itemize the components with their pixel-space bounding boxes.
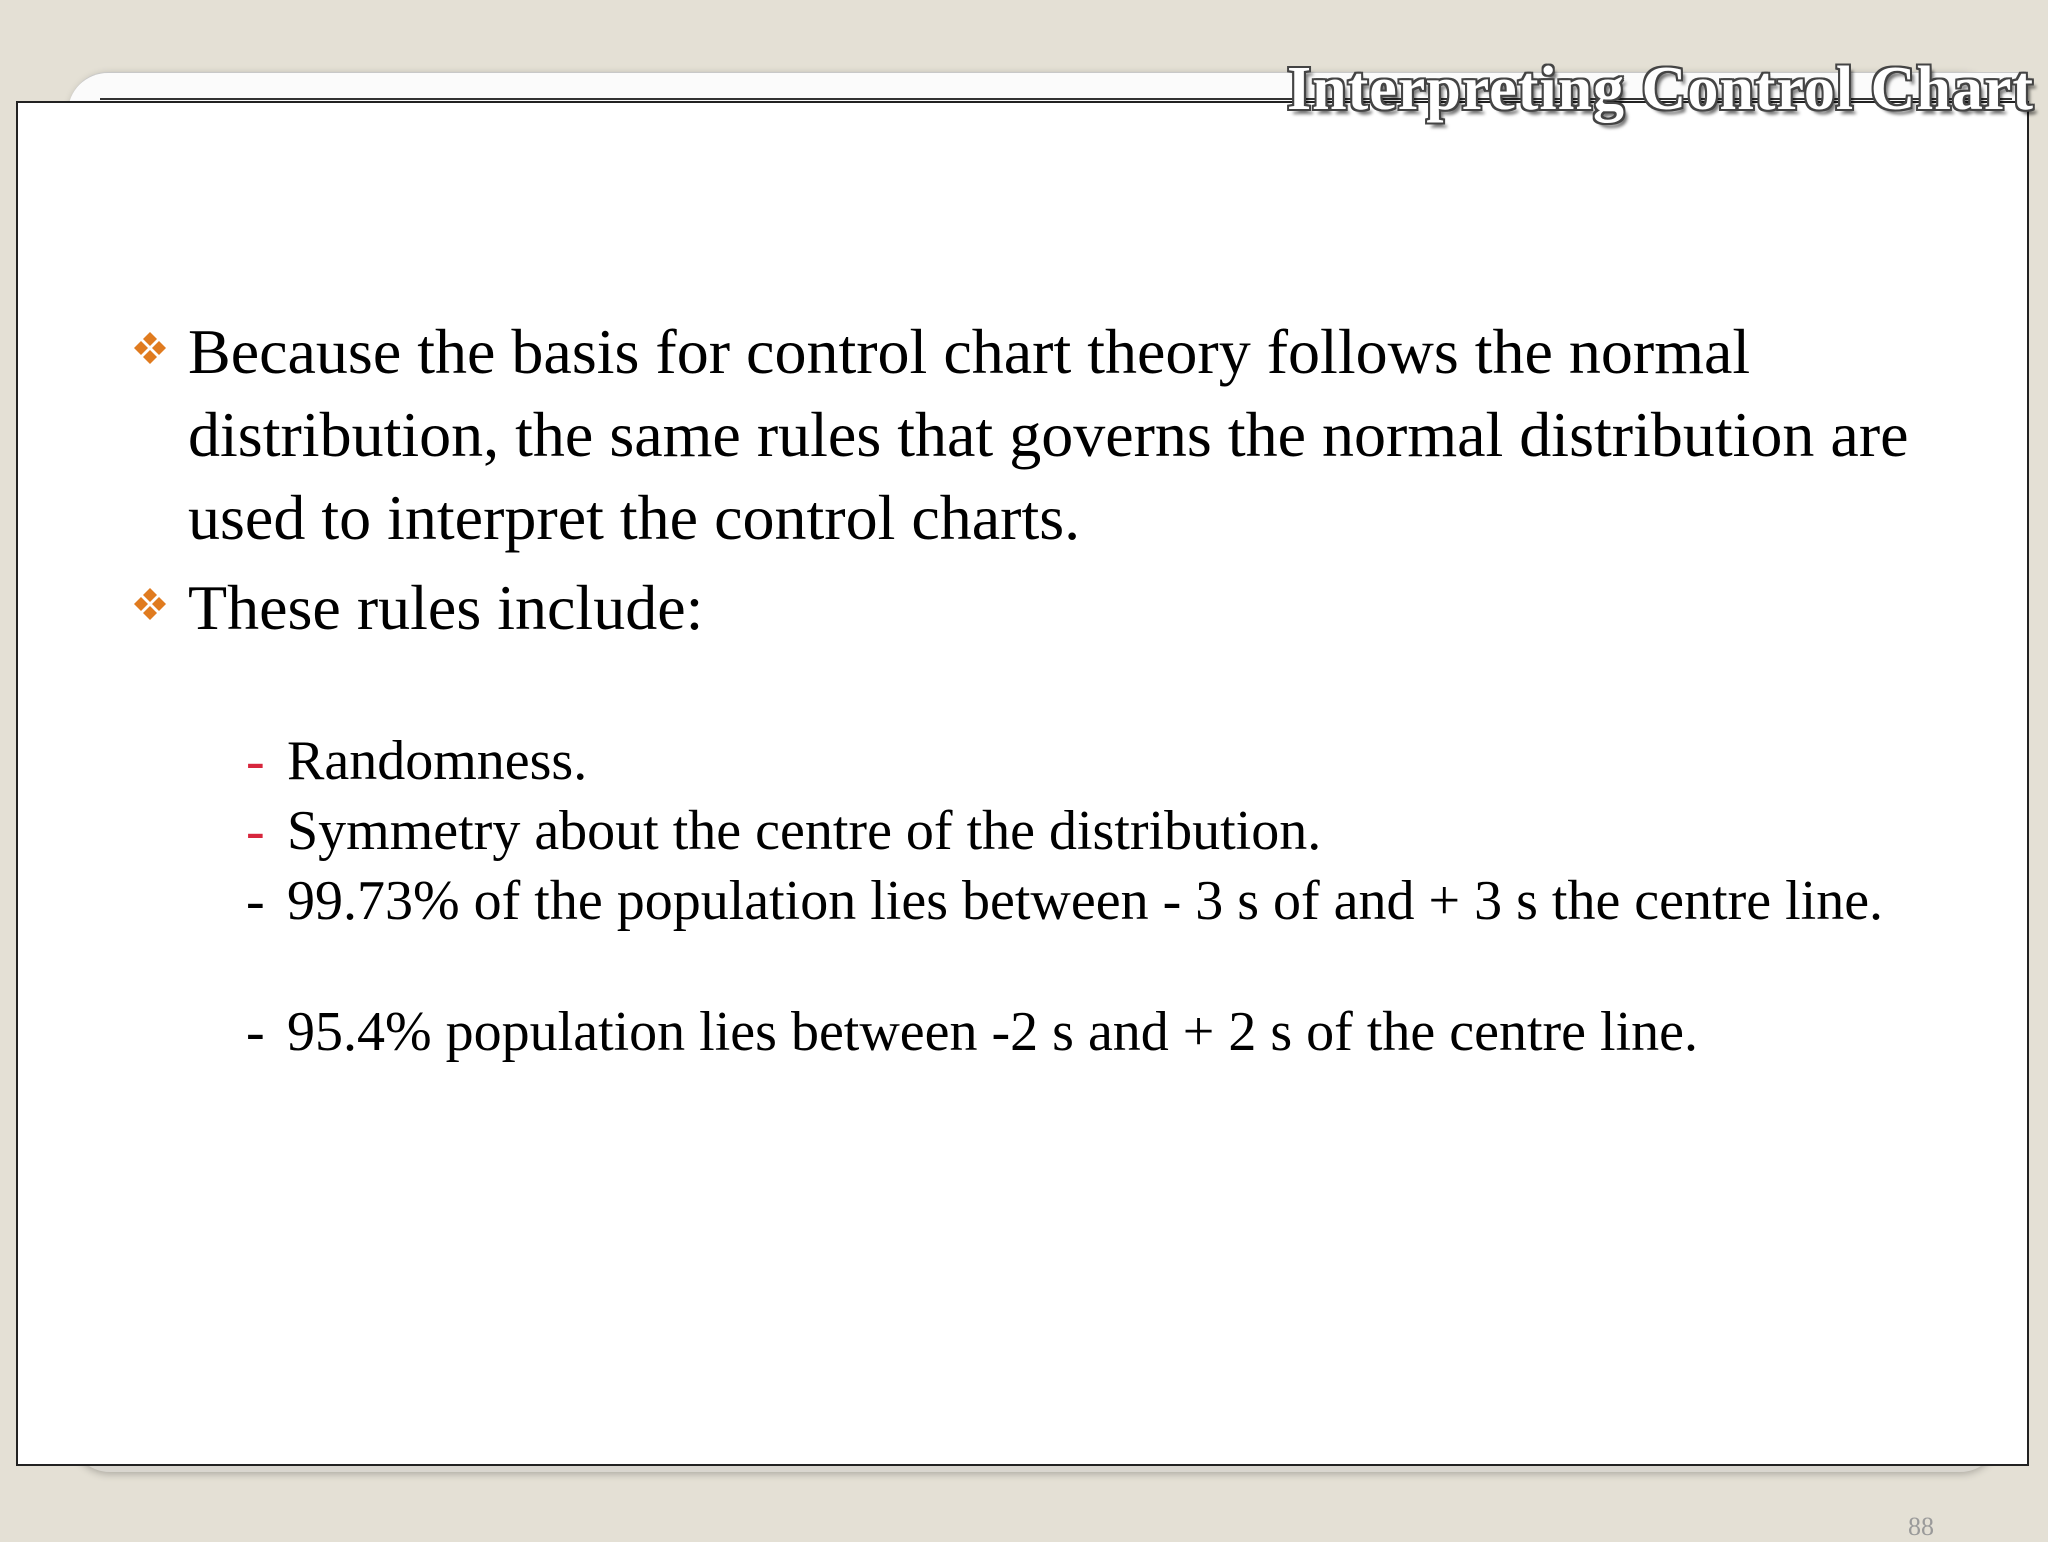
slide-title: Interpreting Control Chart xyxy=(1287,55,2034,123)
sub-text: 95.4% population lies between -2 s and + 2 s of the centre line. xyxy=(287,1001,1698,1063)
sub-text: Randomness. xyxy=(287,730,588,792)
sub-dash: - xyxy=(246,1001,265,1063)
diamond-bullet-icon xyxy=(130,330,170,370)
slide xyxy=(16,101,2029,1541)
sub-list-item xyxy=(246,800,1966,862)
sub-list-item xyxy=(246,1001,1966,1063)
bullet-item xyxy=(130,566,1960,649)
sub-dash: - xyxy=(246,870,265,932)
sub-list-item xyxy=(246,870,1966,932)
bullet-item xyxy=(130,310,1960,559)
sub-text: 99.73% of the population lies between - 3 s of and + 3 s the centre line. xyxy=(287,870,1884,932)
sub-dash: - xyxy=(246,730,265,792)
sub-list-item xyxy=(246,730,1966,792)
bullet-text: Because the basis for control chart theory follows the normal distribution, the same rules that governs the normal distribution are used to interpret the control charts. xyxy=(188,316,1909,553)
bullet-text: These rules include: xyxy=(188,572,704,643)
page-number: 88 xyxy=(1908,1512,1934,1541)
sub-dash: - xyxy=(246,800,265,862)
diamond-bullet-icon xyxy=(130,586,170,626)
sub-text: Symmetry about the centre of the distribution. xyxy=(287,800,1322,862)
